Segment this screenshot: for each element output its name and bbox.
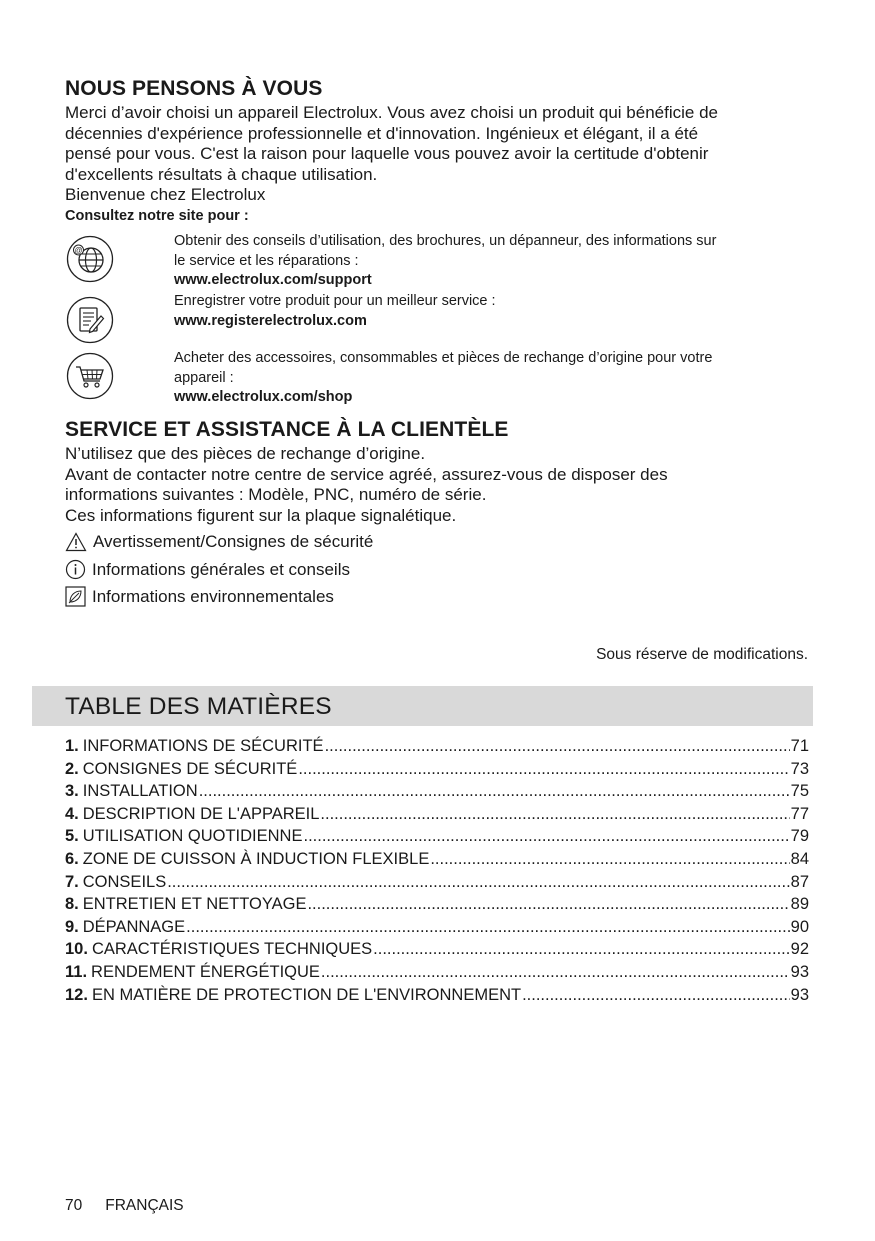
- shopping-cart-icon: [66, 352, 114, 400]
- toc-leader-dots: [522, 986, 790, 1005]
- toc-entry-page: 77: [790, 804, 809, 823]
- toc-entry-label: EN MATIÈRE DE PROTECTION DE L'ENVIRONNEMENT: [91, 985, 522, 1004]
- toc-header-bar: [32, 686, 813, 726]
- toc-entry-number: 7.: [65, 872, 79, 891]
- toc-entry-page: 87: [790, 872, 809, 891]
- legend-environment: [65, 586, 334, 607]
- toc-entry-label: ENTRETIEN ET NETTOYAGE: [82, 895, 307, 914]
- legend-environment-label: Informations environnementales: [92, 586, 334, 606]
- toc-leader-dots: [321, 963, 790, 982]
- toc-entry-page: 73: [790, 759, 809, 778]
- toc-entry-page: 71: [790, 737, 809, 755]
- toc-entry-label: ZONE DE CUISSON À INDUCTION FLEXIBLE: [82, 849, 430, 868]
- toc-entry-page: 84: [790, 849, 809, 868]
- toc-entry[interactable]: [65, 986, 809, 1009]
- table-of-contents: [65, 737, 809, 1008]
- info-icon: [65, 559, 86, 580]
- register-link[interactable]: www.registerelectrolux.com: [174, 312, 367, 329]
- toc-entry-label: CARACTÉRISTIQUES TECHNIQUES: [91, 940, 373, 959]
- toc-entry-page: 93: [790, 985, 809, 1004]
- toc-entry-number: 1.: [65, 737, 79, 755]
- site-support-block: [174, 232, 814, 291]
- site-register-block: [174, 292, 814, 331]
- toc-entry-number: 2.: [65, 759, 79, 778]
- support-link[interactable]: www.electrolux.com/support: [174, 272, 372, 288]
- footer-language: FRANÇAIS: [105, 1197, 184, 1214]
- warning-triangle-icon: [65, 532, 87, 552]
- intro-line: décennies d'expérience professionnelle et d'innovation. Ingénieux et élégant, il a été: [65, 123, 699, 143]
- intro-title: NOUS PENSONS À VOUS: [65, 77, 323, 100]
- legend-warning-label: Avertissement/Consignes de sécurité: [93, 532, 374, 551]
- toc-leader-dots: [167, 873, 789, 892]
- toc-entry[interactable]: [65, 760, 809, 783]
- site-description: Enregistrer votre produit pour un meilleur service :: [174, 293, 496, 309]
- toc-leader-dots: [303, 827, 789, 846]
- toc-entry[interactable]: [65, 940, 809, 963]
- page-footer: [65, 1197, 184, 1215]
- toc-entry-label: INFORMATIONS DE SÉCURITÉ: [82, 737, 324, 755]
- toc-entry[interactable]: [65, 827, 809, 850]
- leaf-icon: [65, 586, 86, 607]
- toc-entry-number: 10.: [65, 940, 88, 959]
- service-title: SERVICE ET ASSISTANCE À LA CLIENTÈLE: [65, 418, 509, 441]
- service-paragraph: [65, 444, 805, 526]
- legend-warning: [65, 532, 373, 552]
- toc-entry[interactable]: [65, 873, 809, 896]
- toc-entry[interactable]: [65, 737, 809, 760]
- toc-entry-number: 3.: [65, 782, 79, 801]
- intro-line: Merci d’avoir choisi un appareil Electrolux. Vous avez choisi un produit qui bénéficie de: [65, 103, 718, 122]
- site-description: Obtenir des conseils d’utilisation, des brochures, un dépanneur, des informations sur: [174, 233, 717, 249]
- toc-entry-page: 79: [790, 827, 809, 846]
- toc-leader-dots: [430, 850, 789, 869]
- toc-entry-number: 8.: [65, 895, 79, 914]
- page-number: 70: [65, 1197, 83, 1214]
- intro-line: Bienvenue chez Electrolux: [65, 185, 266, 205]
- toc-leader-dots: [298, 760, 789, 779]
- toc-leader-dots: [373, 940, 789, 959]
- register-notepad-icon: [66, 296, 114, 344]
- toc-leader-dots: [325, 737, 790, 756]
- toc-entry-number: 6.: [65, 849, 79, 868]
- toc-entry-page: 90: [790, 917, 809, 936]
- site-description: le service et les réparations :: [174, 252, 359, 269]
- site-shop-block: [174, 349, 814, 408]
- legend-info: [65, 559, 350, 580]
- toc-entry[interactable]: [65, 895, 809, 918]
- toc-title: TABLE DES MATIÈRES: [65, 693, 332, 720]
- web-globe-icon: [66, 235, 114, 283]
- toc-leader-dots: [199, 782, 790, 801]
- svg-text:@: @: [74, 246, 83, 255]
- toc-entry-label: INSTALLATION: [82, 782, 198, 801]
- toc-entry-label: DÉPANNAGE: [82, 917, 186, 936]
- consult-label: Consultez notre site pour :: [65, 208, 249, 224]
- service-line: Avant de contacter notre centre de service agréé, assurez-vous de disposer des: [65, 464, 668, 484]
- toc-entry-page: 89: [790, 895, 809, 914]
- service-line: informations suivantes : Modèle, PNC, numéro de série.: [65, 485, 487, 505]
- toc-entry[interactable]: [65, 782, 809, 805]
- site-description: appareil :: [174, 369, 234, 386]
- toc-leader-dots: [307, 895, 789, 914]
- toc-entry-page: 75: [790, 782, 809, 801]
- reserve-note: Sous réserve de modifications.: [596, 646, 808, 663]
- toc-entry-number: 4.: [65, 804, 79, 823]
- toc-entry-label: UTILISATION QUOTIDIENNE: [82, 827, 303, 846]
- intro-line: pensé pour vous. C'est la raison pour laquelle vous pouvez avoir la certitude d'obtenir: [65, 144, 709, 164]
- service-line: N’utilisez que des pièces de rechange d’origine.: [65, 444, 426, 463]
- toc-entry-label: DESCRIPTION DE L'APPAREIL: [82, 804, 320, 823]
- toc-leader-dots: [186, 918, 789, 937]
- intro-paragraph: [65, 103, 805, 206]
- toc-entry-number: 11.: [65, 962, 88, 981]
- toc-leader-dots: [320, 805, 789, 824]
- toc-entry-page: 93: [790, 962, 809, 981]
- toc-entry-page: 92: [790, 940, 809, 959]
- service-line: Ces informations figurent sur la plaque signalétique.: [65, 505, 457, 525]
- shop-link[interactable]: www.electrolux.com/shop: [174, 389, 353, 405]
- toc-entry-label: RENDEMENT ÉNERGÉTIQUE: [91, 962, 320, 981]
- toc-entry[interactable]: [65, 963, 809, 986]
- intro-line: d'excellents résultats à chaque utilisation.: [65, 164, 378, 184]
- legend-info-label: Informations générales et conseils: [92, 559, 350, 579]
- toc-entry-label: CONSIGNES DE SÉCURITÉ: [82, 759, 298, 778]
- toc-entry-number: 12.: [65, 985, 88, 1004]
- toc-entry[interactable]: [65, 805, 809, 828]
- toc-entry-number: 5.: [65, 827, 79, 846]
- toc-entry-label: CONSEILS: [82, 872, 167, 891]
- toc-entry[interactable]: [65, 850, 809, 873]
- toc-entry-number: 9.: [65, 917, 79, 936]
- toc-entry[interactable]: [65, 918, 809, 941]
- site-description: Acheter des accessoires, consommables et pièces de rechange d’origine pour votre: [174, 350, 713, 366]
